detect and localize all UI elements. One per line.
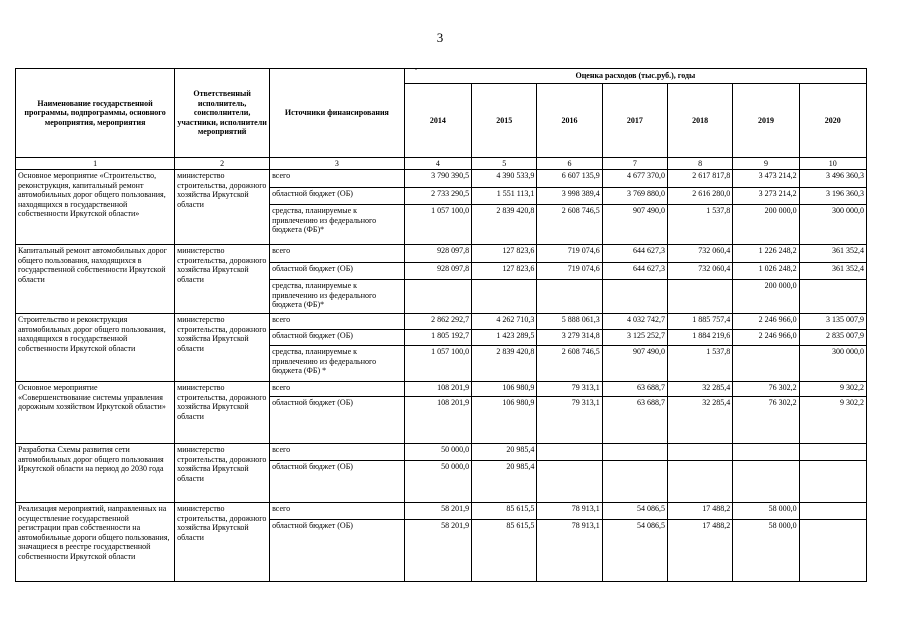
header-year: 2014: [404, 84, 471, 158]
column-number: 5: [472, 158, 537, 170]
expense-value: 361 352,4: [799, 263, 866, 280]
expense-value: [733, 444, 799, 461]
expense-value: 17 488,2: [667, 503, 732, 520]
expense-value: 106 980,9: [472, 397, 537, 444]
expense-value: [799, 444, 866, 461]
page-number: 3: [436, 30, 444, 45]
activity-name: Капитальный ремонт автомобильных дорог общего пользования, находящихся в государственной собственности Иркутской области: [16, 245, 175, 314]
expense-value: [537, 461, 602, 503]
expense-value: 6 607 135,9: [537, 170, 602, 188]
expense-value: 2 246 966,0: [733, 330, 799, 346]
funding-source: всего: [270, 170, 405, 188]
table-row: [16, 314, 867, 330]
activity-name: Реализация мероприятий, направленных на осуществление государственной регистрации прав собственности на автомобильные дороги общего пользования, значащиеся в реестре государственной собственности Иркутской области: [16, 503, 175, 582]
expense-value: 63 688,7: [602, 382, 667, 397]
expense-value: 1 885 757,4: [667, 314, 732, 330]
expense-value: 58 000,0: [733, 503, 799, 520]
responsible-executor: министерство строительства, дорожного хозяйства Иркутской области: [175, 444, 270, 503]
expense-value: 127 823,6: [472, 263, 537, 280]
expense-value: [799, 280, 866, 314]
column-number: 2: [175, 158, 270, 170]
responsible-executor: министерство строительства, дорожного хозяйства Иркутской области: [175, 245, 270, 314]
expense-value: 2 608 746,5: [537, 346, 602, 382]
expense-value: 50 000,0: [404, 444, 471, 461]
expense-value: 732 060,4: [667, 245, 732, 263]
expense-value: 108 201,9: [404, 382, 471, 397]
responsible-executor: министерство строительства, дорожного хозяйства Иркутской области: [175, 503, 270, 582]
expense-value: 4 262 710,3: [472, 314, 537, 330]
column-number: 9: [733, 158, 799, 170]
column-number: 10: [799, 158, 866, 170]
table-row: [16, 245, 867, 263]
funding-source: всего: [270, 444, 405, 461]
header-estimate: Оценка расходов (тыс.руб.), годы: [404, 69, 866, 84]
column-number: 1: [16, 158, 175, 170]
expense-value: 4 677 370,0: [602, 170, 667, 188]
expense-value: [472, 280, 537, 314]
expense-value: 58 000,0: [733, 520, 799, 582]
expense-value: [733, 461, 799, 503]
expense-value: [799, 461, 866, 503]
expense-value: 3 279 314,8: [537, 330, 602, 346]
expense-value: 200 000,0: [733, 205, 799, 245]
expense-value: 928 097,8: [404, 263, 471, 280]
expense-value: 2 616 280,0: [667, 188, 732, 205]
header-year: 2016: [537, 84, 602, 158]
activity-name: Строительство и реконструкция автомобильных дорог общего пользования, находящихся в государственной собственности Иркутской области: [16, 314, 175, 382]
expense-value: 76 302,2: [733, 382, 799, 397]
column-number: 3: [270, 158, 405, 170]
funding-source: областной бюджет (ОБ): [270, 188, 405, 205]
funding-source: всего: [270, 314, 405, 330]
scan-mark: .: [415, 63, 417, 72]
expense-value: 3 125 252,7: [602, 330, 667, 346]
header-year: 2020: [799, 84, 866, 158]
expense-value: [404, 280, 471, 314]
expense-value: 58 201,9: [404, 520, 471, 582]
header-year: 2015: [472, 84, 537, 158]
expense-value: [733, 346, 799, 382]
expenditure-table: [15, 68, 867, 582]
expense-value: [667, 461, 732, 503]
expense-value: 361 352,4: [799, 245, 866, 263]
expense-value: 2 246 966,0: [733, 314, 799, 330]
column-number: 4: [404, 158, 471, 170]
expense-value: 2 733 290,5: [404, 188, 471, 205]
expense-value: 3 496 360,3: [799, 170, 866, 188]
expense-value: 300 000,0: [799, 346, 866, 382]
column-number: 6: [537, 158, 602, 170]
expense-value: 54 086,5: [602, 503, 667, 520]
expense-value: 32 285,4: [667, 382, 732, 397]
expense-value: 78 913,1: [537, 520, 602, 582]
table-row: [16, 444, 867, 461]
expense-value: 2 839 420,8: [472, 346, 537, 382]
funding-source: областной бюджет (ОБ): [270, 263, 405, 280]
header-year: 2017: [602, 84, 667, 158]
expense-value: 2 617 817,8: [667, 170, 732, 188]
expense-value: 1 537,8: [667, 205, 732, 245]
expense-value: 50 000,0: [404, 461, 471, 503]
expense-value: 719 074,6: [537, 245, 602, 263]
funding-source: областной бюджет (ОБ): [270, 330, 405, 346]
expense-value: 9 302,2: [799, 397, 866, 444]
expense-value: 3 769 880,0: [602, 188, 667, 205]
expense-value: 76 302,2: [733, 397, 799, 444]
table-row: [16, 170, 867, 188]
expense-value: [537, 280, 602, 314]
expense-value: 1 057 100,0: [404, 205, 471, 245]
expense-value: 732 060,4: [667, 263, 732, 280]
expense-value: 79 313,1: [537, 382, 602, 397]
expense-value: 1 057 100,0: [404, 346, 471, 382]
expense-value: 200 000,0: [733, 280, 799, 314]
table-row: [16, 382, 867, 397]
expense-value: 1 884 219,6: [667, 330, 732, 346]
funding-source: областной бюджет (ОБ): [270, 461, 405, 503]
funding-source: средства, планируемые к привлечению из федерального бюджета (ФБ)*: [270, 280, 405, 314]
header-year: 2019: [733, 84, 799, 158]
expense-value: 3 998 389,4: [537, 188, 602, 205]
expense-value: 1 226 248,2: [733, 245, 799, 263]
responsible-executor: министерство строительства, дорожного хозяйства Иркутской области: [175, 314, 270, 382]
expense-value: [667, 280, 732, 314]
funding-source: всего: [270, 245, 405, 263]
column-number: 7: [602, 158, 667, 170]
funding-source: всего: [270, 382, 405, 397]
expense-value: [602, 444, 667, 461]
funding-source: всего: [270, 503, 405, 520]
expense-value: 79 313,1: [537, 397, 602, 444]
expense-value: 4 032 742,7: [602, 314, 667, 330]
expense-value: 3 473 214,2: [733, 170, 799, 188]
expense-value: 1 537,8: [667, 346, 732, 382]
expense-value: 3 273 214,2: [733, 188, 799, 205]
expense-value: 20 985,4: [472, 444, 537, 461]
expense-value: 2 862 292,7: [404, 314, 471, 330]
expense-value: 3 790 390,5: [404, 170, 471, 188]
expense-value: [799, 520, 866, 582]
expense-value: 63 688,7: [602, 397, 667, 444]
expense-value: 719 074,6: [537, 263, 602, 280]
expense-value: 20 985,4: [472, 461, 537, 503]
activity-name: Основное мероприятие «Совершенствование системы управления дорожным хозяйством Иркутской области»: [16, 382, 175, 444]
expense-value: 2 839 420,8: [472, 205, 537, 245]
activity-name: Разработка Схемы развития сети автомобильных дорог общего пользования Иркутской области на период до 2030 года: [16, 444, 175, 503]
expense-value: [602, 280, 667, 314]
expense-value: 1 423 289,5: [472, 330, 537, 346]
expense-value: 1 026 248,2: [733, 263, 799, 280]
header-source: Источники финансирования: [270, 69, 405, 158]
expense-value: 644 627,3: [602, 263, 667, 280]
expense-value: 58 201,9: [404, 503, 471, 520]
expense-value: 2 835 007,9: [799, 330, 866, 346]
expense-value: 1 805 192,7: [404, 330, 471, 346]
header-year: 2018: [667, 84, 732, 158]
funding-source: областной бюджет (ОБ): [270, 520, 405, 582]
funding-source: областной бюджет (ОБ): [270, 397, 405, 444]
expense-value: 17 488,2: [667, 520, 732, 582]
expense-value: 108 201,9: [404, 397, 471, 444]
expense-value: 106 980,9: [472, 382, 537, 397]
header-responsible: Ответственный исполнитель, соисполнители, участники, исполнители мероприятий: [175, 69, 270, 158]
expense-value: 1 551 113,1: [472, 188, 537, 205]
expense-value: 78 913,1: [537, 503, 602, 520]
funding-source: средства, планируемые к привлечению из федерального бюджета (ФБ)*: [270, 205, 405, 245]
funding-source: средства, планируемые к привлечению из федерального бюджета (ФБ) *: [270, 346, 405, 382]
expense-value: 928 097,8: [404, 245, 471, 263]
expense-value: 54 086,5: [602, 520, 667, 582]
expense-value: 907 490,0: [602, 346, 667, 382]
expense-value: [799, 503, 866, 520]
expense-value: 9 302,2: [799, 382, 866, 397]
expense-value: 300 000,0: [799, 205, 866, 245]
expense-value: 32 285,4: [667, 397, 732, 444]
expense-value: 3 196 360,3: [799, 188, 866, 205]
expense-value: [602, 461, 667, 503]
expense-value: 127 823,6: [472, 245, 537, 263]
expense-value: 3 135 007,9: [799, 314, 866, 330]
expense-value: 907 490,0: [602, 205, 667, 245]
expense-value: 85 615,5: [472, 503, 537, 520]
expense-value: 5 888 061,3: [537, 314, 602, 330]
column-number: 8: [667, 158, 732, 170]
expense-value: [537, 444, 602, 461]
responsible-executor: министерство строительства, дорожного хозяйства Иркутской области: [175, 382, 270, 444]
expense-value: 2 608 746,5: [537, 205, 602, 245]
expense-value: 4 390 533,9: [472, 170, 537, 188]
table-row: [16, 503, 867, 520]
expense-value: 85 615,5: [472, 520, 537, 582]
header-name: Наименование государственной программы, подпрограммы, основного мероприятия, мероприятия: [16, 69, 175, 158]
expense-value: [667, 444, 732, 461]
activity-name: Основное мероприятие «Строительство, реконструкция, капитальный ремонт автомобильных дорог общего пользования, находящихся в государственной собственности Иркутской области»: [16, 170, 175, 245]
responsible-executor: министерство строительства, дорожного хозяйства Иркутской области: [175, 170, 270, 245]
expense-value: 644 627,3: [602, 245, 667, 263]
